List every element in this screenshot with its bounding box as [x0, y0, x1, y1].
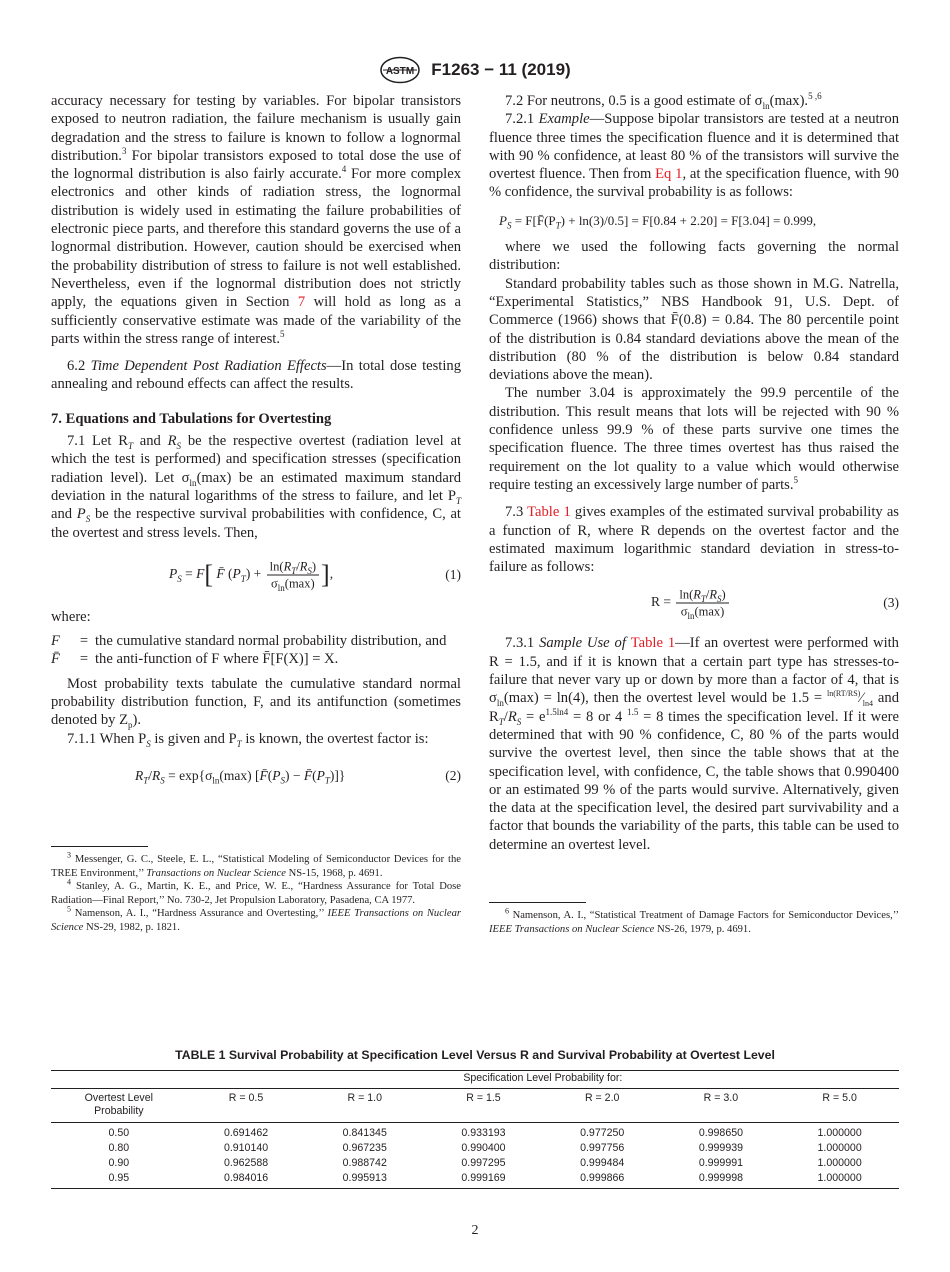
paragraph-lognormal: accuracy necessary for testing by variables. For bipolar transistors exposed to neutron radiation, the failure mechanism is usually gain degradation and the stress to failure is known to follow a lognormal distribution.$^3$ For bipolar transistors exposed to total dose the use of the lognormal distribution is also fairly accurate.$^4$ For more complex electronics and other kinds of radiation stress, the lognormal distribution is widely used in estimating the failure probabilities of electronic piece parts, and therefore this standard governs the use of a lognormal distribution. However, caution should be exercised when the probability distribution of stress to failure is not well established. Nevertheless, even if the lognormal distribution does not strictly apply, the equations given in Section 7 will hold as long as a sufficiently conservative estimate was made of the variability of the parts within the stress range of interest.$^5$	[51, 93, 461, 347]
section-7-heading: 7. Equations and Tabulations for Overtesting	[51, 410, 332, 427]
column-header: R = 5.0	[780, 1089, 899, 1123]
table-cell: 0.997756	[580, 1142, 625, 1154]
definition-F-bar: F̄ = the anti-function of F where F̄[F(X)] = X.	[51, 651, 339, 668]
paragraph-probability-texts: Most probability texts tabulate the cumulative standard normal probability distribution function, F, and its antifunction (sometimes denoted by $Z_p$).	[51, 675, 461, 731]
footnote-6: $^6$ Namenson, A. I., “Statistical Treatment of Damage Factors for Semiconductor Devices,’’ IEEE Transactions on Nuclear Science NS-26, 1979, p. 4691.	[489, 906, 899, 935]
span-header: Specification Level Probability for:	[187, 1071, 899, 1089]
page-number: 2	[471, 1223, 479, 1238]
footnote-4: $^4$ Stanley, A. G., Martin, K. E., and Price, W. E., “Hardness Assurance for Total Dose Radiation—Final Report,’’ No. 730-2, Jet Propulsion Laboratory, Pasadena, CA 1977.	[51, 877, 461, 906]
example-equation: $P_S$ = $F[F̄(P_T) + \ln(3)/0.5] = F[0.84 + 2.20] = F[3.04] = 0.999$,	[499, 212, 817, 231]
table-cell: 0.841345	[342, 1127, 387, 1139]
table-cell: 0.999484	[580, 1157, 625, 1169]
table-cell: 0.999991	[698, 1157, 743, 1169]
table-caption: TABLE 1 Survival Probability at Specification Level Versus R and Survival Probability at Overtest Level	[175, 1048, 775, 1062]
table-cell: 0.999998	[662, 1171, 781, 1189]
table-cell: 0.95	[51, 1171, 187, 1189]
table-cell: 0.990400	[461, 1142, 506, 1154]
table-cell: 0.80	[108, 1142, 130, 1154]
table-cell: 0.988742	[342, 1157, 387, 1169]
column-header: R = 1.0	[305, 1089, 424, 1123]
table-cell: 0.995913	[305, 1171, 424, 1189]
left-column	[51, 92, 461, 934]
paragraph-standard-tables: Standard probability tables such as those shown in M.G. Natrella, “Experimental Statistics,” NBS Handbook 91, U.S. Dept. of Commerce (1966) shows that F̄(0.8) = 0.84. The 80 percentile point of the distribution is 0.84 standard deviations above the mean of the distribution (80 % of the distribution is below 0.84 standard deviations above the mean).	[489, 275, 899, 384]
table-cell: 0.997295	[461, 1157, 506, 1169]
paragraph-where-facts: where we used the following facts governing the normal distribution:	[489, 239, 899, 274]
equation-1: $P_S = F$[ F̄ $(P_T)$ + $\frac{\ln(R_T/R_S)}{\sigma_{ln}(\max)}$ ], (1)	[169, 559, 461, 593]
table-row	[51, 1171, 899, 1189]
section-7-3: 7.3 Table 1 gives examples of the estimated survival probability as a function of R, where R depends on the overtest factor and the estimated maximum logarithmic standard deviation in stress-to-failure as follows:	[489, 504, 899, 576]
table-cell: 0.999169	[424, 1171, 543, 1189]
right-column	[489, 92, 899, 936]
table-1	[51, 1048, 899, 1189]
equation-2: $R_T/R_S = \exp\{\sigma_{ln}(\max)$ [$F̄(P_S)$ − $F̄(P_T)$]} (2)	[135, 767, 461, 786]
table-cell: 1.000000	[817, 1142, 862, 1154]
where-label: where:	[51, 608, 91, 625]
section-7-1-1: 7.1.1 When $P_S$ is given and $P_T$ is known, the overtest factor is:	[67, 730, 429, 749]
column-header-row	[51, 1089, 899, 1123]
table-cell: 0.999866	[543, 1171, 662, 1189]
footnote-rule	[51, 846, 148, 847]
definition-list	[51, 632, 461, 669]
page-header	[0, 56, 950, 84]
table-cell: 0.90	[108, 1157, 130, 1169]
table-row	[51, 1141, 899, 1156]
footnote-3: $^3$ Messenger, G. C., Steele, E. L., “Statistical Modeling of Semiconductor Devices for the TREE Environment,’’ Transactions on Nuclear Science NS-15, 1968, p. 4691.	[51, 850, 461, 879]
table-cell: 0.967235	[342, 1142, 387, 1154]
table-cell: 1.000000	[780, 1171, 899, 1189]
table-cell: 1.000000	[817, 1127, 862, 1139]
row-header-label: Overtest Level Probability	[51, 1089, 187, 1123]
svg-text:ASTM: ASTM	[386, 66, 415, 77]
section-7-1: 7.1 Let $R_T$ and $R_S$ be the respective overtest (radiation level at which the test is performed) and specification stresses (specification radiation level). Let $\sigma_{ln}(\max)$ be an estimated maximum standard deviation in the natural logarithms of the stress to failure, and let $P_T$ and $P_S$ be the respective survival probabilities with confidence, C, at the overtest and stress levels. Then,	[51, 433, 462, 541]
paragraph-number-3-04: The number 3.04 is approximately the 99.9 percentile of the distribution. This result means that lots will be rejected with 90 % confidence unless 99.9 % of these parts survive one times the specification fluence. The three times overtest has thus raised the requirement on the lot quality to a value which would otherwise require testing an excessively large number of parts.$^5$	[489, 385, 899, 493]
table-1-link-2[interactable]: Table 1	[630, 635, 676, 652]
document-designation: F1263 − 11 (2019)	[431, 60, 571, 79]
section-7-link[interactable]: 7	[297, 294, 306, 311]
equation-3: R = $\frac{\ln(R_T/R_S)}{\sigma_{ln}(\max)}$ (3)	[651, 587, 899, 622]
column-header: R = 2.0	[543, 1089, 662, 1123]
table-row	[51, 1123, 899, 1142]
definition-F: F = the cumulative standard normal probability distribution, and	[51, 633, 447, 650]
table-cell: 0.933193	[461, 1127, 506, 1139]
table-1-link[interactable]: Table 1	[527, 504, 571, 521]
section-7-2-1: 7.2.1 Example—Suppose bipolar transistors are tested at a neutron fluence three times the specification fluence and it is determined that with 90 % confidence, at least 80 % of the transistors will survive the overtest fluence. Then from Eq 1, at the specification fluence, with 90 % confidence, the survival probability is as follows:	[489, 111, 899, 201]
table-row	[51, 1156, 899, 1171]
table-cell: 0.977250	[580, 1127, 625, 1139]
table-cell: 0.910140	[223, 1142, 269, 1154]
survival-probability-table	[51, 1070, 899, 1189]
footnote-5: $^5$ Namenson, A. I., “Hardness Assurance and Overtesting,’’ IEEE Transactions on Nuclear Science NS-29, 1982, p. 1821.	[51, 904, 461, 933]
astm-logo-icon	[379, 56, 421, 84]
column-header: R = 1.5	[424, 1089, 543, 1123]
eq-1-link[interactable]: Eq 1	[655, 166, 683, 183]
footnote-rule-right	[489, 902, 586, 903]
table-cell: 0.962588	[223, 1157, 269, 1169]
table-cell: 1.000000	[817, 1157, 862, 1169]
section-7-2: 7.2 For neutrons, 0.5 is a good estimate of $\sigma_{ln}(\max).^{5 ,6}$	[505, 91, 822, 111]
section-7-3-1: 7.3.1 Sample Use of Table 1—If an overtest were performed with R = 1.5, and if it is known that a certain part type has stresses-to-failure that never vary up or down by more than a factor of 4, that is $\sigma_{ln}(\max) = \ln(4)$, then the overtest level would be $1.5 = ^{ln(RT/RS)}⁄_{ln4}$ and $R_T/R_S = e^{1.5ln4} = 8$ or 4 $^{1.5}$ = 8 times the specification level. If it were determined that with 90 % confidence, C, 80 % of the parts would survive the overtest level, then since the table shows that at the specification level, with confidence, C, the table shows that 0.990400 or an estimated 99 % of the parts would survive. Alternatively, given the data at the specification level, the desired part survivability and a factor that bounds the variability of the parts, this table can be used to determine an overtest level.	[489, 635, 899, 853]
table-cell: 0.999939	[698, 1142, 743, 1154]
table-cell: 0.984016	[187, 1171, 306, 1189]
table-cell: 0.998650	[698, 1127, 743, 1139]
column-header: R = 3.0	[662, 1089, 781, 1123]
table-cell: 0.50	[108, 1127, 130, 1139]
table-cell: 0.691462	[223, 1127, 269, 1139]
column-header: R = 0.5	[187, 1089, 306, 1123]
section-6-2: 6.2 Time Dependent Post Radiation Effects—In total dose testing annealing and rebound effects can affect the results.	[51, 358, 461, 393]
